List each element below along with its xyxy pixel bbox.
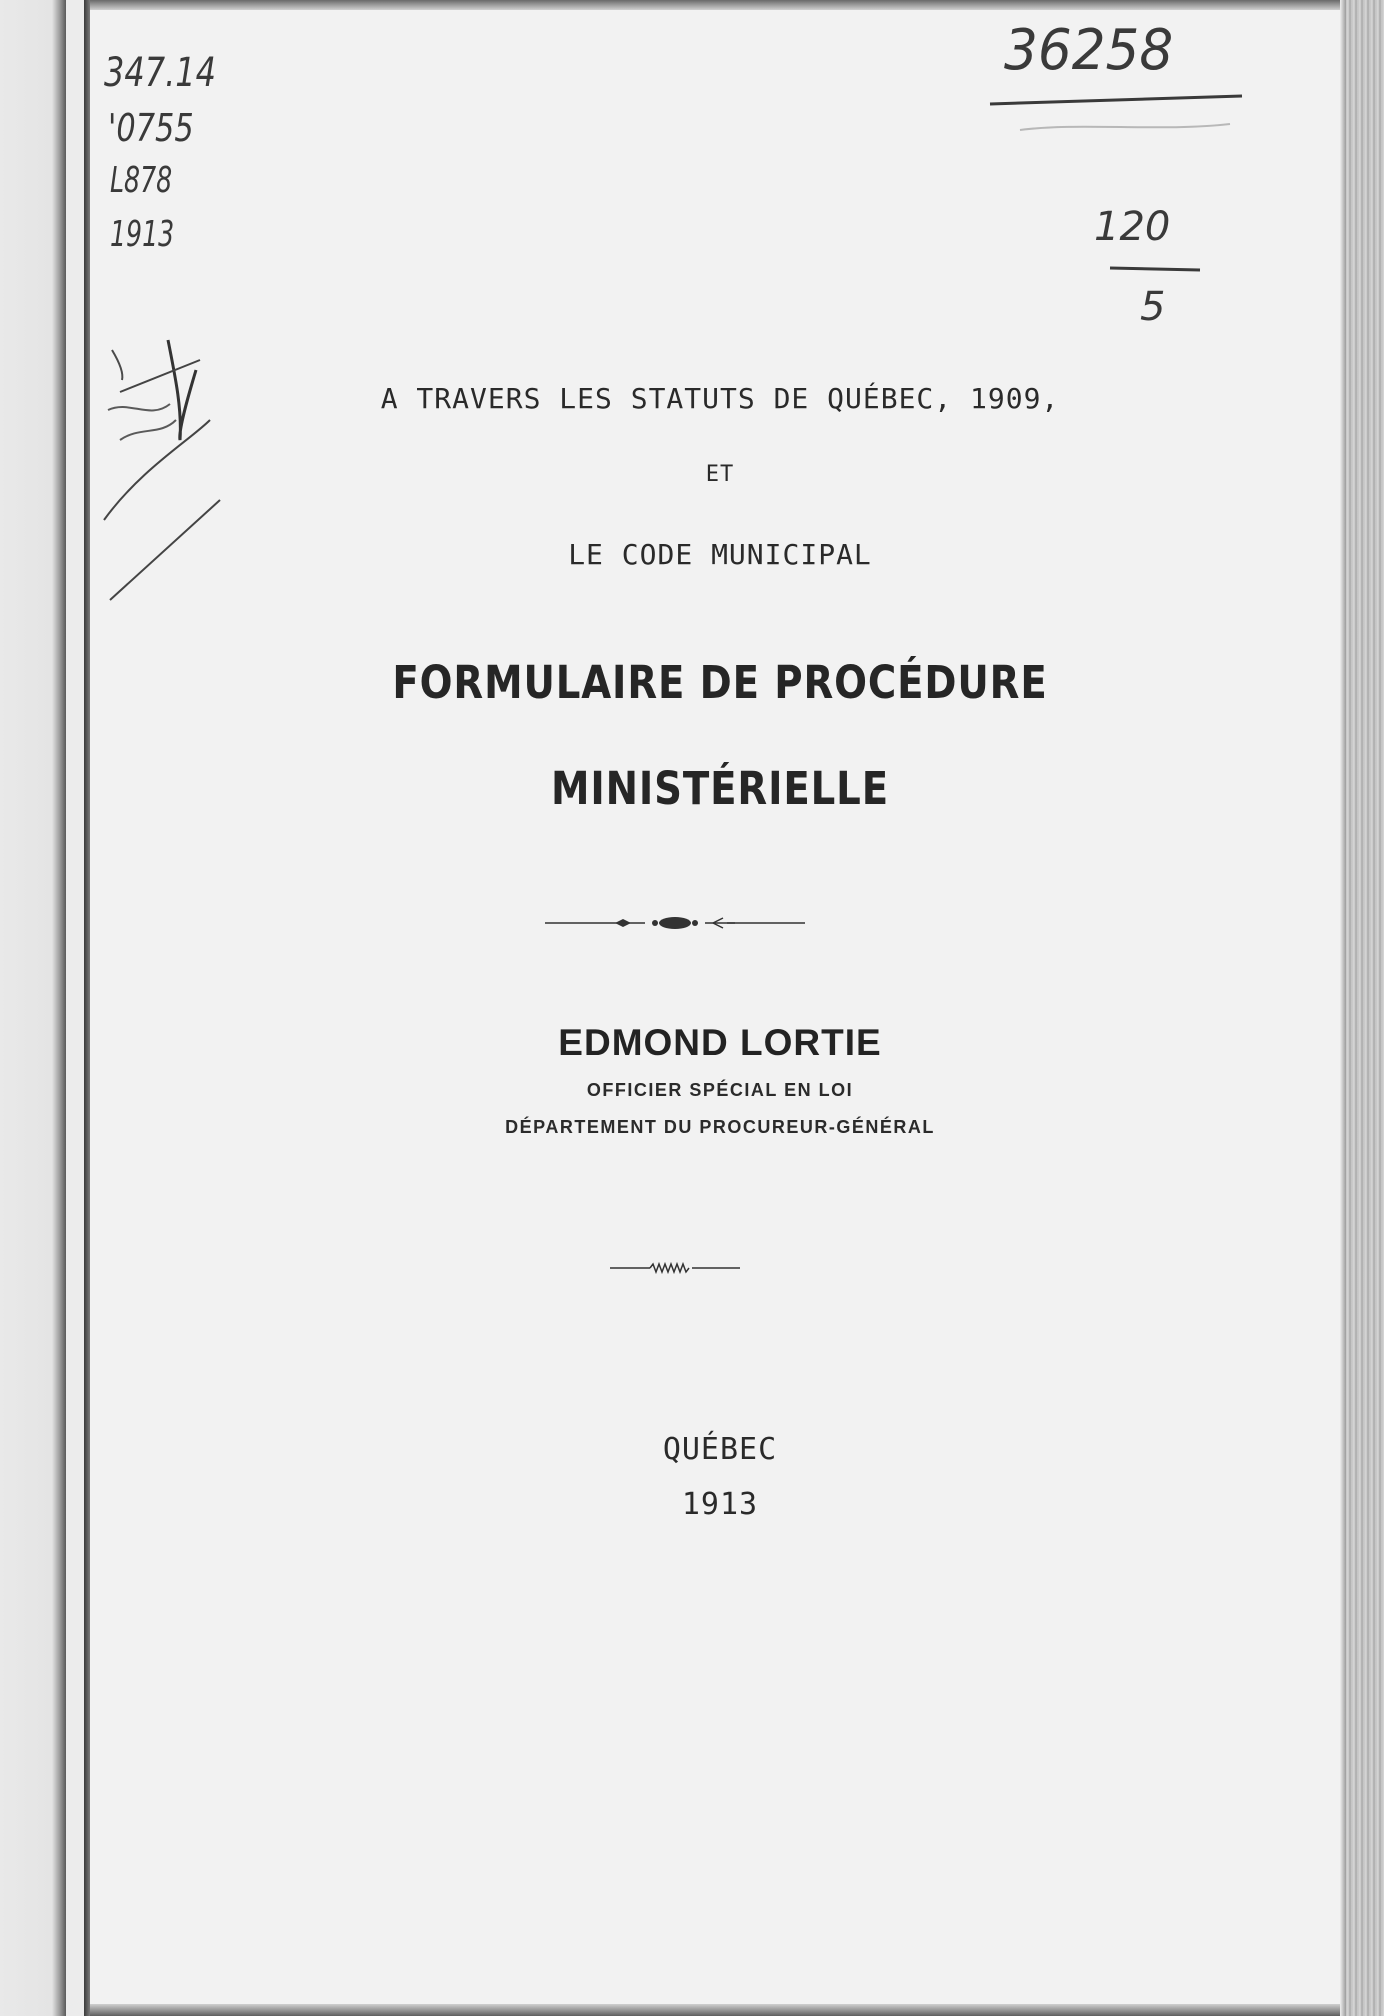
handwritten-call-number-line-1: 347.14	[104, 50, 216, 96]
handwritten-fraction-denominator: 5	[1140, 284, 1166, 330]
publication-place: QUÉBEC	[662, 1432, 778, 1467]
handwritten-call-number-line-2: '0755	[108, 106, 194, 150]
author-name: EDMOND LORTIE	[558, 1022, 882, 1063]
title-conjunction: ET	[705, 462, 735, 487]
page-bottom-edge	[90, 2004, 1350, 2016]
ornamental-divider	[545, 908, 805, 938]
author-department: DÉPARTEMENT DU PROCUREUR-GÉNÉRAL	[505, 1117, 935, 1137]
handwritten-call-number-line-3: L878	[110, 160, 173, 201]
handwritten-fraction-numerator: 120	[1094, 204, 1171, 250]
main-title-line-2: MINISTÉRIELLE	[551, 762, 889, 815]
handwritten-call-number-line-4: 1913	[110, 214, 175, 255]
squiggle-divider	[610, 1256, 740, 1276]
title-line-statutes: A TRAVERS LES STATUTS DE QUÉBEC, 1909,	[380, 382, 1060, 415]
main-title-line-1: FORMULAIRE DE PROCÉDURE	[392, 656, 1048, 709]
author-role: OFFICIER SPÉCIAL EN LOI	[586, 1080, 854, 1100]
handwritten-accession-number: 36258	[1004, 18, 1174, 83]
title-line-municipal-code: LE CODE MUNICIPAL	[568, 538, 872, 571]
publication-year: 1913	[681, 1487, 759, 1522]
